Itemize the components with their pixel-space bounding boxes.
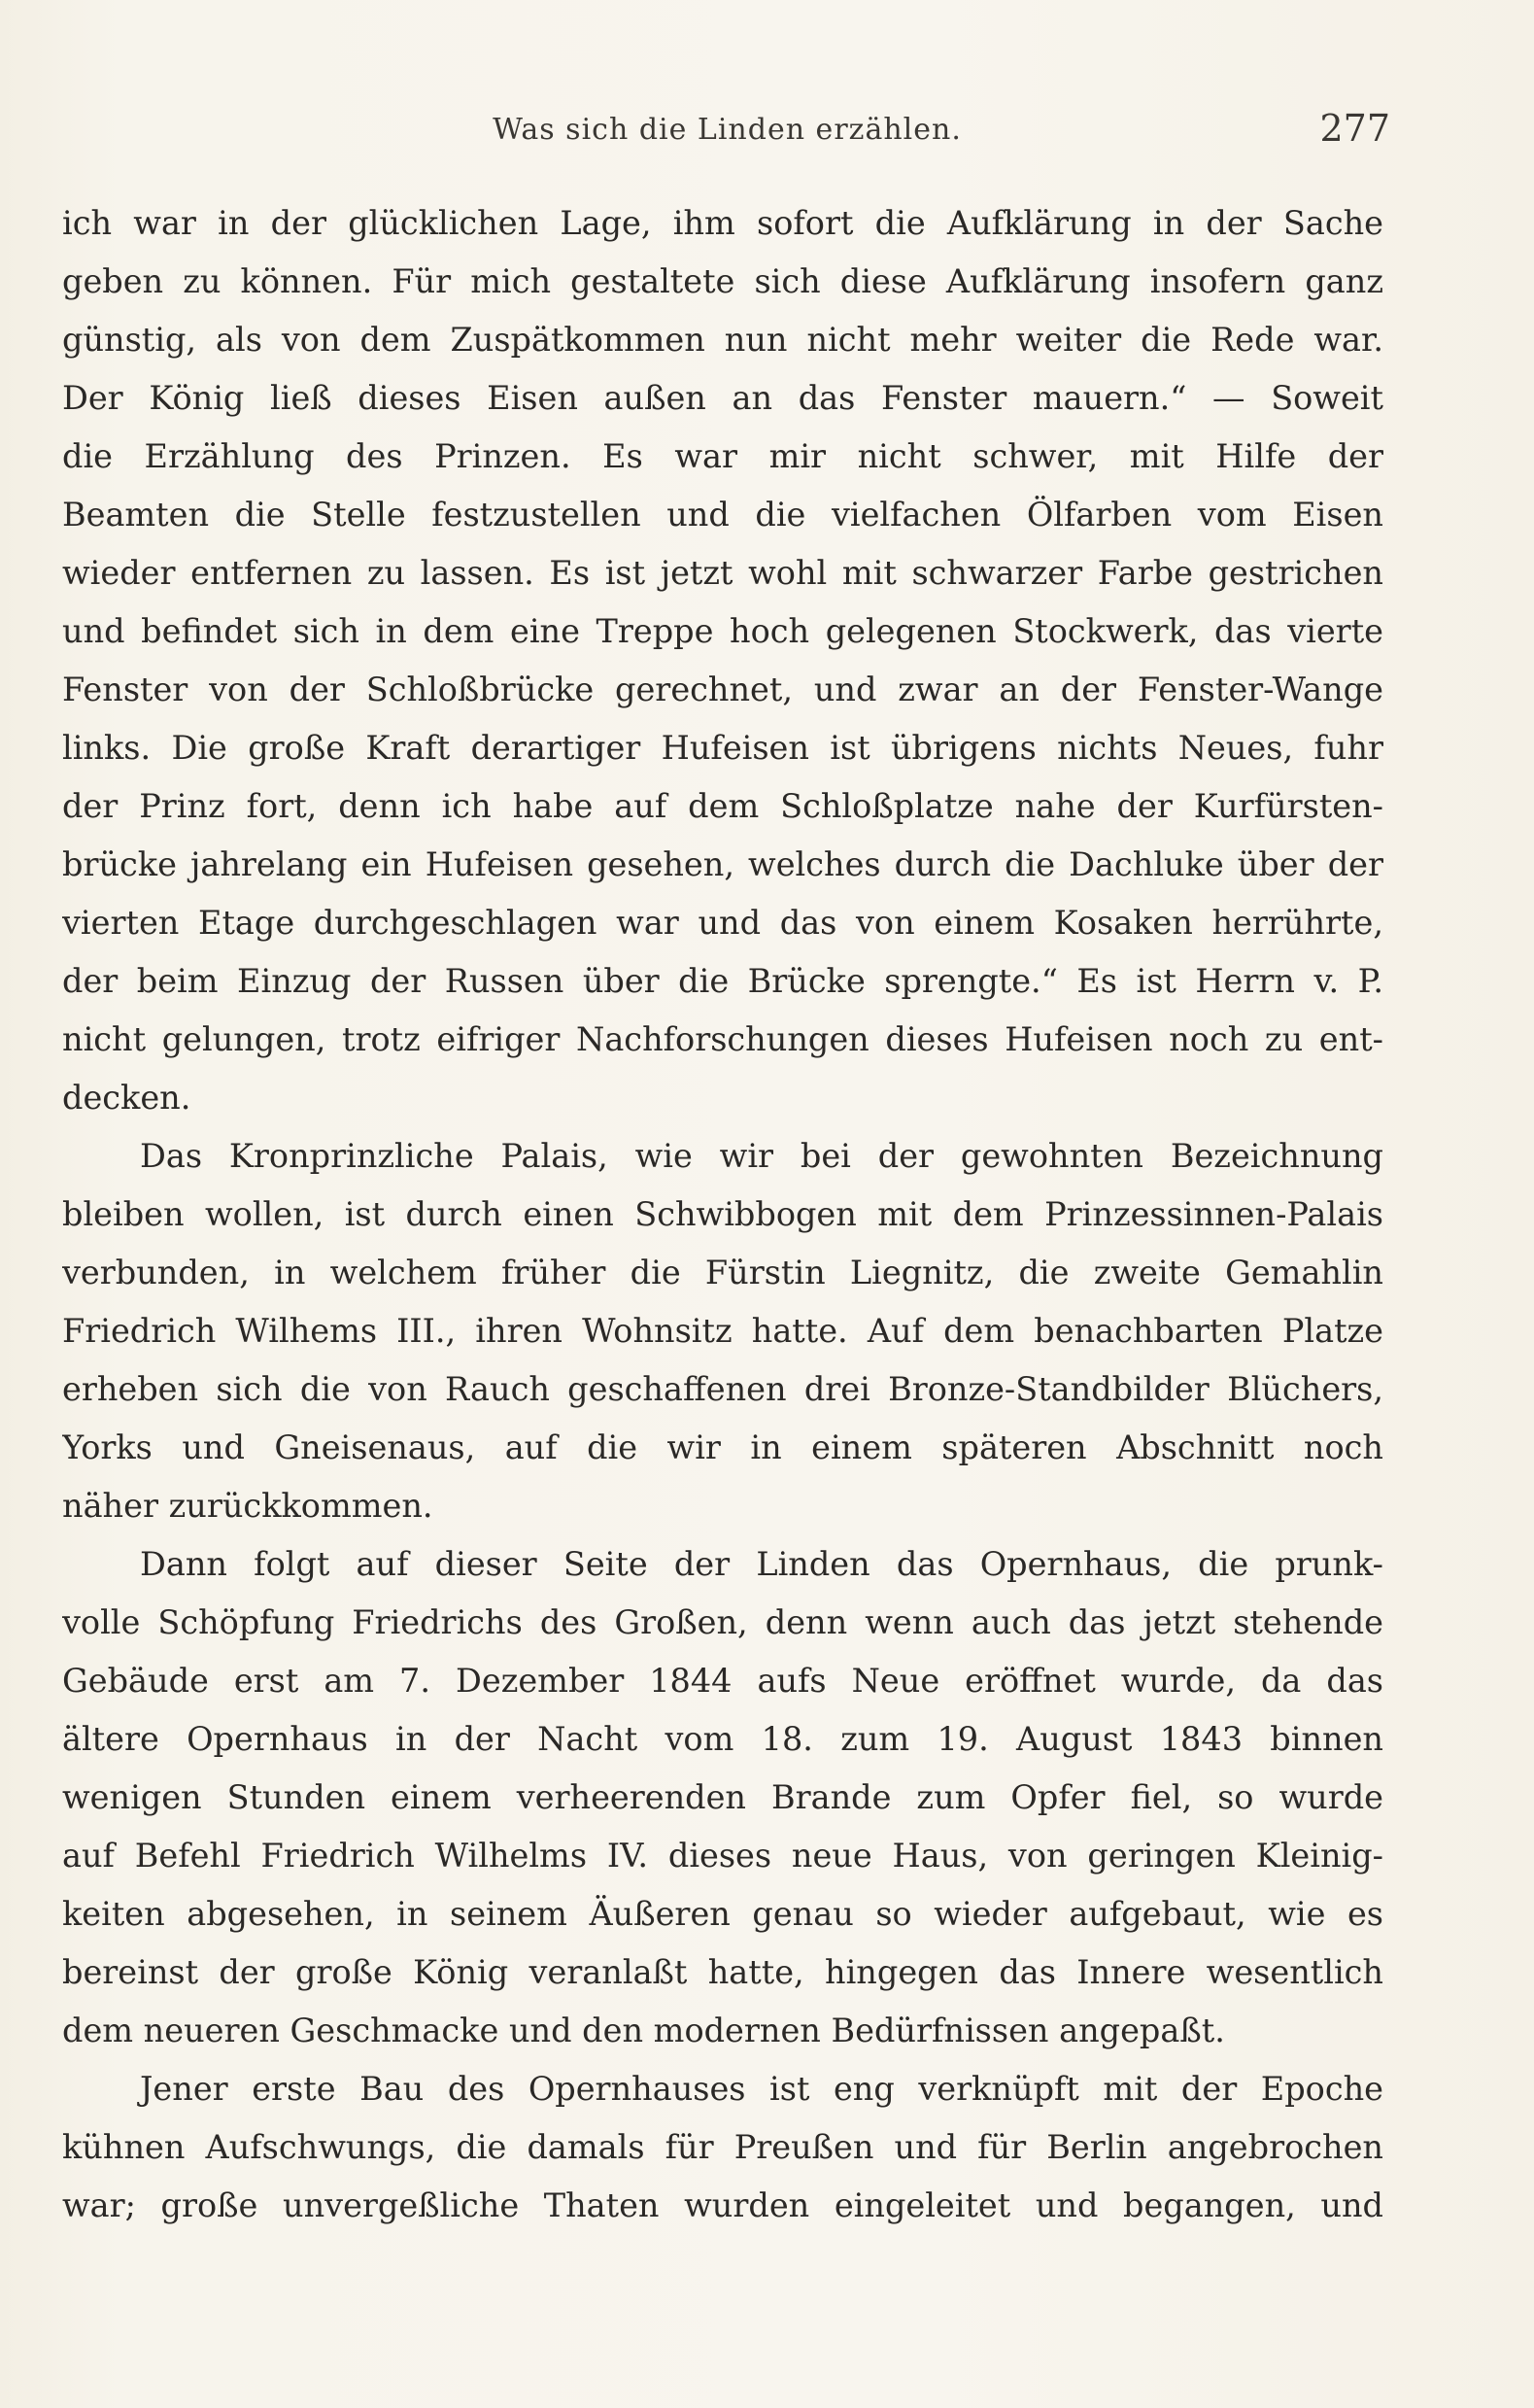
paragraph-4 bbox=[62, 2060, 1383, 2235]
paragraph-1 bbox=[62, 194, 1383, 1127]
text-line: Beamten die Stelle festzustellen und die vielfachen Ölfarben vom Eisen bbox=[62, 496, 1383, 533]
text-line: erheben sich die von Rauch geschaffenen drei Bronze-Standbilder Blüchers, bbox=[62, 1370, 1383, 1408]
text-line: der beim Einzug der Russen über die Brücke sprengte.“ Es ist Herrn v. P. bbox=[62, 962, 1383, 1000]
text-line: näher zurückkommen. bbox=[62, 1487, 433, 1525]
text-line: Yorks und Gneisenaus, auf die wir in einem späteren Abschnitt noch bbox=[62, 1428, 1383, 1466]
text-line: vierten Etage durchgeschlagen war und das von einem Kosaken herrührte, bbox=[62, 904, 1383, 942]
text-line: wenigen Stunden einem verheerenden Brande zum Opfer fiel, so wurde bbox=[62, 1778, 1383, 1816]
text-line: Gebäude erst am 7. Dezember 1844 aufs Neue eröffnet wurde, da das bbox=[62, 1662, 1383, 1700]
text-line: wieder entfernen zu lassen. Es ist jetzt wohl mit schwarzer Farbe gestrichen bbox=[62, 554, 1383, 592]
text-line: brücke jahrelang ein Hufeisen gesehen, welches durch die Dachluke über der bbox=[62, 845, 1383, 883]
text-line: verbunden, in welchem früher die Fürstin Liegnitz, die zweite Gemahlin bbox=[62, 1254, 1383, 1291]
text-line: die Erzählung des Prinzen. Es war mir nicht schwer, mit Hilfe der bbox=[62, 437, 1383, 475]
text-line: kühnen Aufschwungs, die damals für Preußen und für Berlin angebrochen bbox=[62, 2128, 1383, 2166]
text-line: nicht gelungen, trotz eifriger Nachforschungen dieses Hufeisen noch zu ent- bbox=[62, 1020, 1383, 1058]
text-line: der Prinz fort, denn ich habe auf dem Schloßplatze nahe der Kurfürsten- bbox=[62, 787, 1383, 825]
text-line: volle Schöpfung Friedrichs des Großen, denn wenn auch das jetzt stehende bbox=[62, 1603, 1383, 1641]
text-line: Fenster von der Schloßbrücke gerechnet, und zwar an der Fenster-Wange bbox=[62, 671, 1383, 708]
text-line: bereinst der große König veranlaßt hatte, hingegen das Innere wesentlich bbox=[62, 1953, 1383, 1991]
paragraph-3 bbox=[62, 1535, 1383, 2060]
page-number: 277 bbox=[1319, 107, 1390, 150]
paragraph-2 bbox=[62, 1127, 1383, 1535]
text-line: Friedrich Wilhems III., ihren Wohnsitz hatte. Auf dem benachbarten Platze bbox=[62, 1312, 1383, 1350]
text-line: Dann folgt auf dieser Seite der Linden das Opernhaus, die prunk- bbox=[140, 1545, 1383, 1583]
text-line: günstig, als von dem Zuspätkommen nun nicht mehr weiter die Rede war. bbox=[62, 321, 1383, 359]
text-line: keiten abgesehen, in seinem Äußeren genau so wieder aufgebaut, wie es bbox=[62, 1895, 1383, 1933]
text-line: ältere Opernhaus in der Nacht vom 18. zum 19. August 1843 binnen bbox=[62, 1720, 1383, 1758]
running-head: Was sich die Linden erzählen. bbox=[493, 113, 962, 147]
text-line: Jener erste Bau des Opernhauses ist eng verknüpft mit der Epoche bbox=[140, 2070, 1383, 2108]
text-line: dem neueren Geschmacke und den modernen Bedürfnissen angepaßt. bbox=[62, 2012, 1225, 2049]
text-line: war; große unvergeßliche Thaten wurden eingeleitet und begangen, und bbox=[62, 2186, 1383, 2224]
text-line: ich war in der glücklichen Lage, ihm sofort die Aufklärung in der Sache bbox=[62, 204, 1383, 242]
text-line: decken. bbox=[62, 1079, 191, 1117]
body-text bbox=[62, 194, 1383, 2235]
text-line: Der König ließ dieses Eisen außen an das Fenster mauern.“ — Soweit bbox=[62, 379, 1383, 417]
text-line: Das Kronprinzliche Palais, wie wir bei der gewohnten Bezeichnung bbox=[140, 1137, 1383, 1175]
text-line: geben zu können. Für mich gestaltete sich diese Aufklärung insofern ganz bbox=[62, 262, 1383, 300]
text-line: links. Die große Kraft derartiger Hufeisen ist übrigens nichts Neues, fuhr bbox=[62, 729, 1383, 767]
text-line: bleiben wollen, ist durch einen Schwibbogen mit dem Prinzessinnen-Palais bbox=[62, 1195, 1383, 1233]
text-line: und befindet sich in dem eine Treppe hoch gelegenen Stockwerk, das vierte bbox=[62, 612, 1383, 650]
page-header bbox=[64, 107, 1390, 155]
text-line: auf Befehl Friedrich Wilhelms IV. dieses neue Haus, von geringen Kleinig- bbox=[62, 1837, 1383, 1875]
